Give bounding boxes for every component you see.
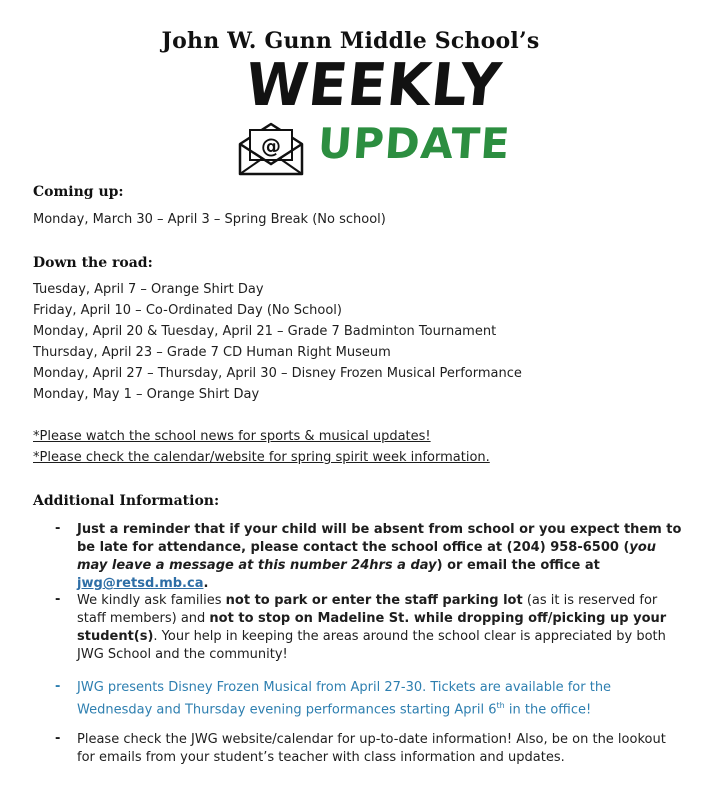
event-item: Tuesday, April 7 – Orange Shirt Day — [33, 282, 264, 297]
coming-up-item: Monday, March 30 – April 3 – Spring Break (No school) — [33, 212, 386, 227]
update-heading: UPDATE — [316, 119, 513, 168]
office-email-link[interactable]: jwg@retsd.mb.ca — [77, 576, 204, 591]
email-envelope-icon — [236, 120, 306, 178]
message-note: you may leave a message at this number 24hrs a day — [77, 540, 657, 573]
down-the-road-heading: Down the road: — [33, 255, 153, 271]
event-item: Friday, April 10 – Co-Ordinated Day (No School) — [33, 303, 342, 318]
parking-bold: not to park or enter the staff parking lot — [225, 593, 523, 608]
parking-text-2: (as it is reserved for staff members) and — [77, 593, 658, 626]
website-reminder: Please check the JWG website/calendar for up-to-date information! Also, be on the lookout for emails from your student’s teacher with class information and updates. — [77, 732, 666, 765]
event-item: Monday, May 1 – Orange Shirt Day — [33, 387, 260, 402]
svg-text:@: @ — [261, 134, 281, 158]
frozen-sup: th — [496, 701, 505, 710]
bullet-mark: - — [55, 592, 61, 607]
bullet-mark: - — [55, 521, 61, 536]
absence-text-2: ) or email the office at — [436, 558, 600, 573]
event-item: Monday, April 20 & Tuesday, April 21 – Grade 7 Badminton Tournament — [33, 324, 497, 339]
frozen-text: JWG presents Disney Frozen Musical from April 27-30. Tickets are available for the Wednesday and Thursday evening performances starting April 6 — [77, 680, 612, 718]
event-item: Thursday, April 23 – Grade 7 CD Human Right Museum — [33, 345, 391, 360]
bullet-mark: - — [55, 679, 61, 694]
spirit-week-note: *Please check the calendar/website for spring spirit week information. — [33, 450, 490, 465]
frozen-text-2: in the office! — [504, 702, 592, 718]
school-title: John W. Gunn Middle School’s — [161, 28, 540, 54]
parking-notice — [77, 592, 687, 664]
parking-text-3: . Your help in keeping the areas around the school clear is appreciated by both JWG School and the community! — [77, 629, 666, 662]
madeline-bold: not to stop on Madeline St. while dropping off/picking up your student(s) — [77, 611, 667, 644]
absence-end: . — [203, 576, 209, 591]
frozen-musical-notice — [77, 679, 687, 719]
absence-reminder — [77, 521, 687, 593]
additional-info-heading: Additional Information: — [33, 493, 220, 509]
weekly-heading: WEEKLY — [242, 51, 505, 120]
event-item: Monday, April 27 – Thursday, April 30 – Disney Frozen Musical Performance — [33, 366, 522, 381]
bullet-mark: - — [55, 731, 61, 746]
sports-musical-note: *Please watch the school news for sports & musical updates! — [33, 429, 431, 444]
parking-text: We kindly ask families — [77, 593, 226, 608]
absence-text: Just a reminder that if your child will be absent from school or you expect them to be late for attendance, please contact the school office at (204) 958-6500 ( — [77, 522, 682, 555]
coming-up-heading: Coming up: — [33, 184, 124, 200]
